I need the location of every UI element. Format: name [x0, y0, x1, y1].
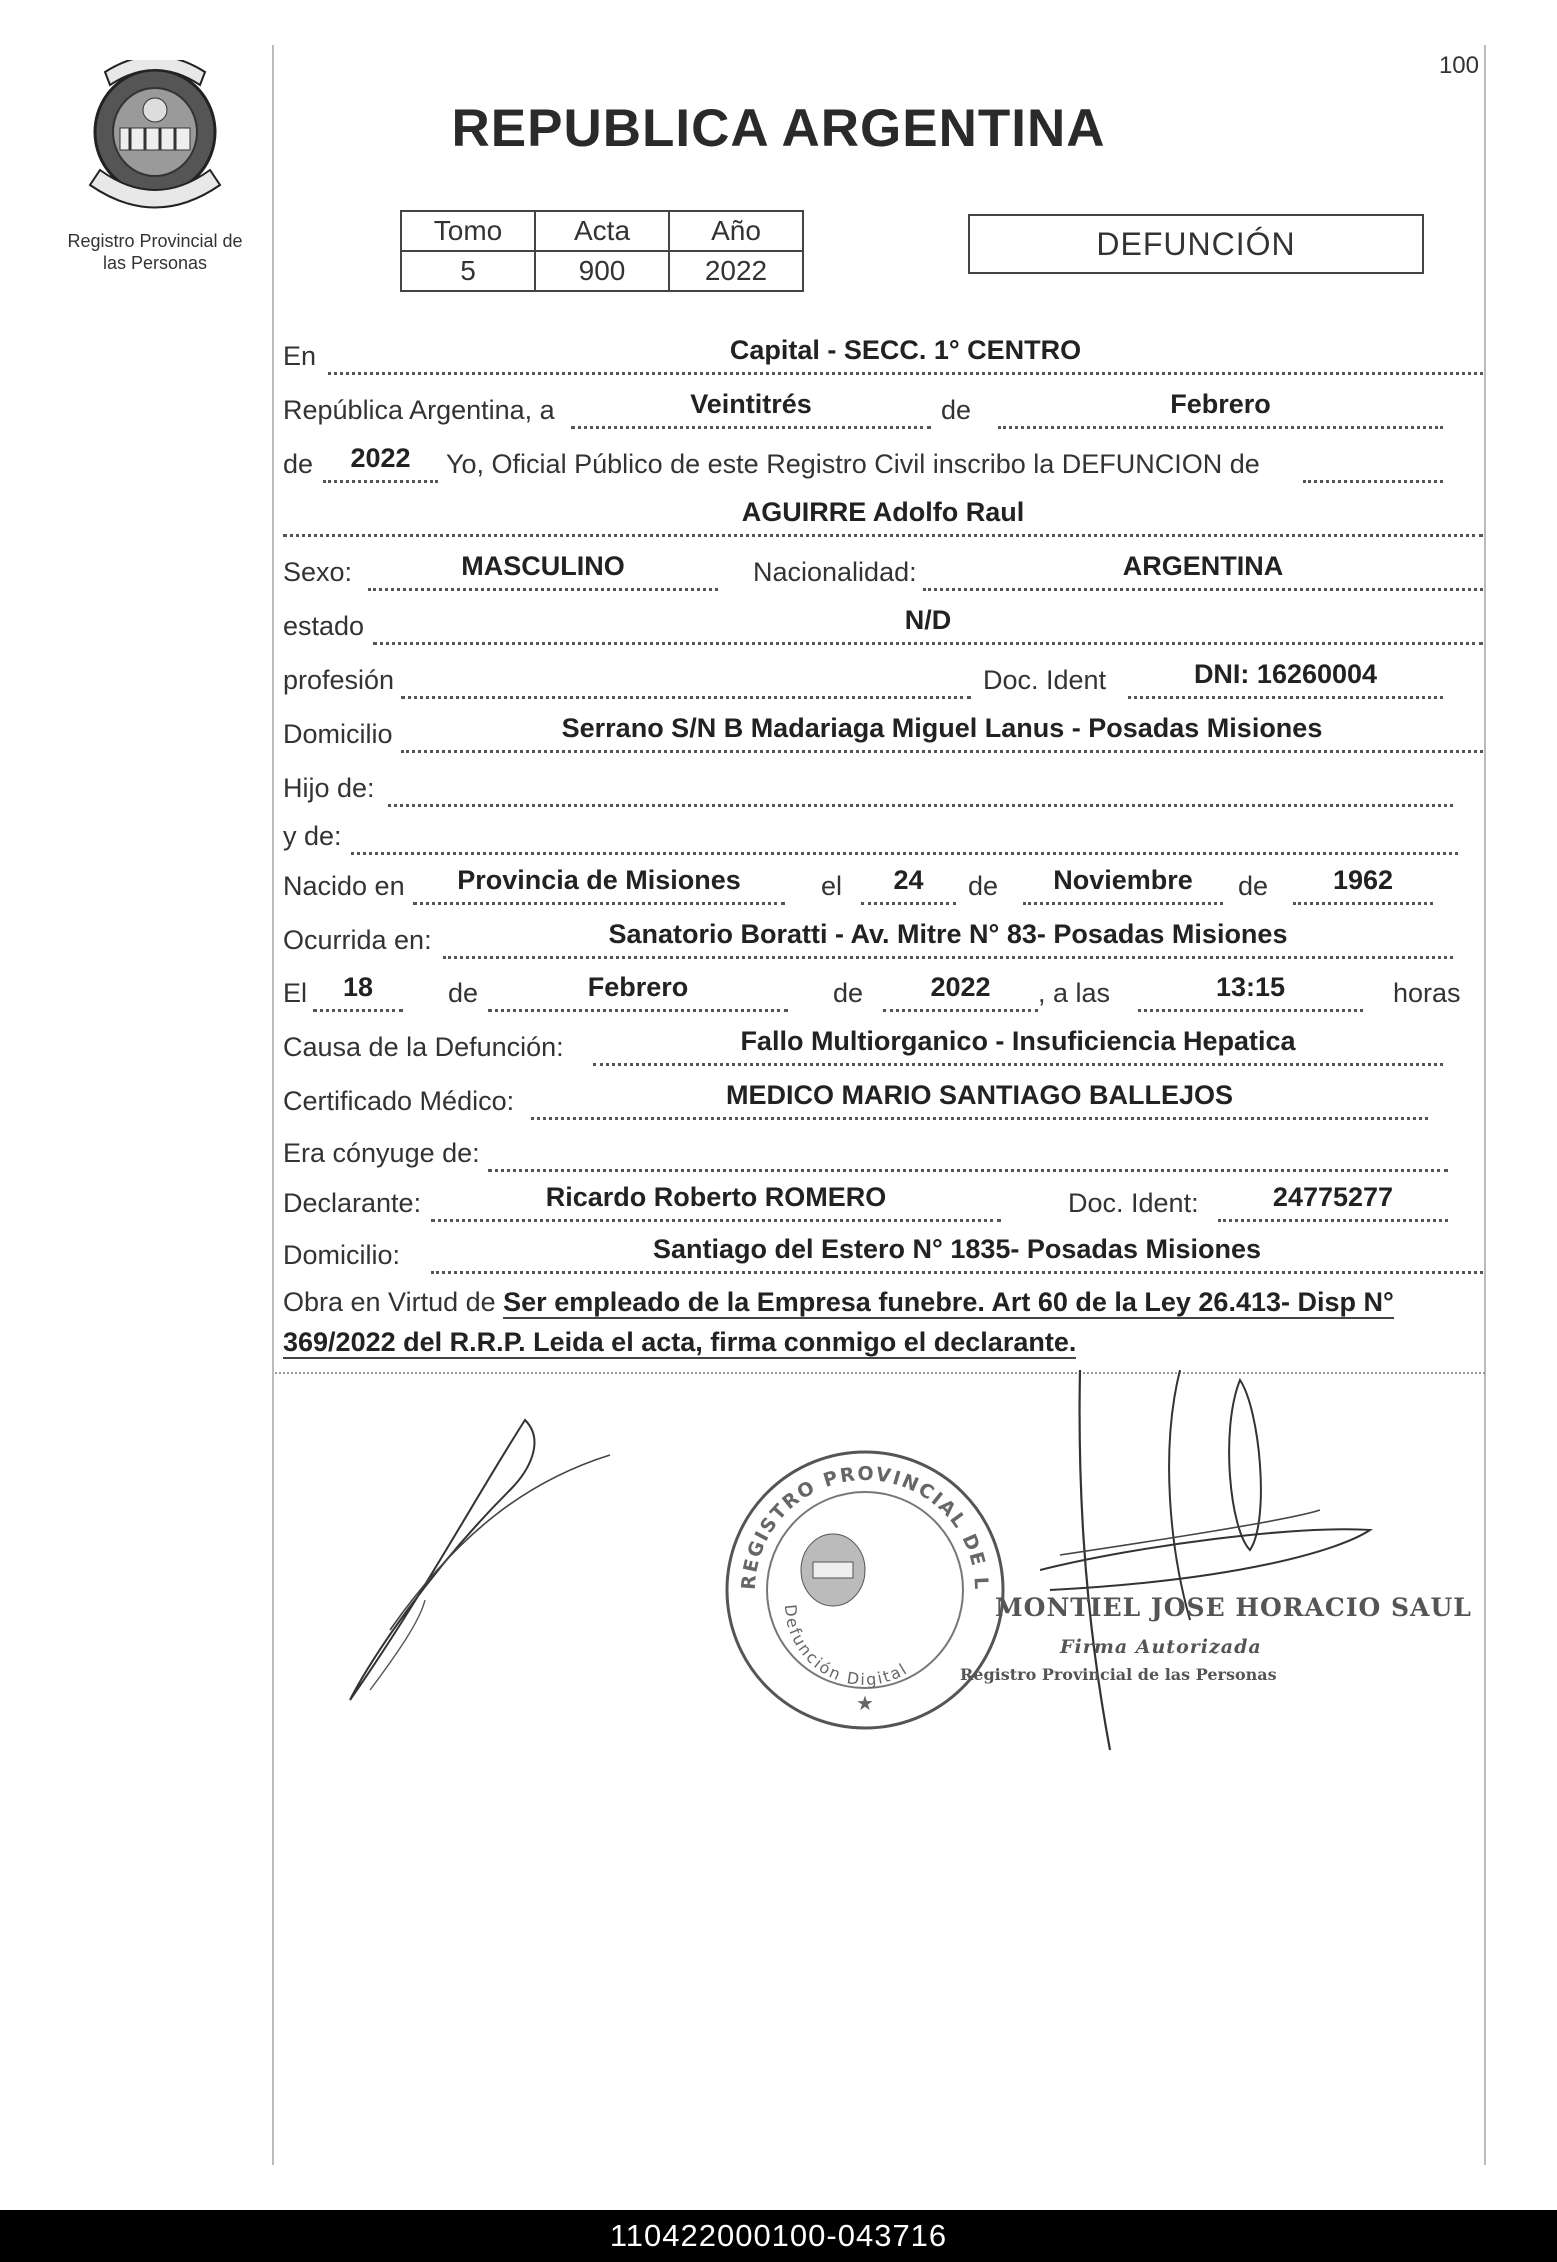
value-dia-def: 18 — [342, 972, 374, 1002]
footer-code: 110422000100-043716 — [609, 2218, 948, 2253]
line-en — [283, 335, 1483, 378]
value-mes-nac: Noviembre — [1053, 865, 1193, 895]
registry-value: 2022 — [669, 251, 803, 291]
value-sexo: MASCULINO — [461, 551, 625, 581]
line-estado — [283, 605, 1483, 648]
registry-header: Año — [669, 211, 803, 251]
label-de: de — [1238, 871, 1269, 901]
label-doc-declarante: Doc. Ident: — [1068, 1188, 1199, 1218]
obra-line1 — [283, 1282, 1483, 1322]
org-name — [45, 230, 265, 274]
label-de: de — [448, 978, 479, 1008]
fill-doc-declarante — [1218, 1183, 1448, 1222]
label-domicilio2: Domicilio: — [283, 1240, 401, 1270]
footer-code-bar — [0, 2210, 1557, 2262]
right-margin-line — [1484, 45, 1486, 2165]
org-line1: Registro Provincial de — [67, 231, 243, 251]
label-fecha: República Argentina, a — [283, 395, 555, 425]
value-year: 2022 — [350, 443, 411, 473]
value-anio-nac: 1962 — [1332, 865, 1394, 895]
line-nombre — [283, 497, 1483, 540]
label-horas: horas — [1393, 978, 1461, 1008]
label-de: de — [941, 395, 972, 425]
fill-causa — [593, 1027, 1443, 1066]
label-nacido: Nacido en — [283, 871, 405, 901]
value-day: Veintitrés — [690, 389, 812, 419]
label-certificado: Certificado Médico: — [283, 1086, 515, 1116]
value-estado: N/D — [904, 605, 952, 635]
star-icon: ★ — [856, 1693, 874, 1715]
label-doc-ident: Doc. Ident — [983, 665, 1107, 695]
record-type-box: DEFUNCIÓN — [968, 214, 1424, 274]
value-nacionalidad: ARGENTINA — [1122, 551, 1284, 581]
fill-yde — [351, 816, 1458, 855]
label-en: En — [283, 341, 317, 371]
obra-text1: Ser empleado de la Empresa funebre. Art 60 de la Ley 26.413- Disp N° — [503, 1287, 1394, 1317]
svg-text:Defunción Digital — [781, 1604, 912, 1690]
official-seal — [715, 1440, 1015, 1740]
label-alas: , a las — [1038, 978, 1111, 1008]
value-mes-def: Febrero — [587, 972, 689, 1002]
line-causa — [283, 1026, 1443, 1069]
label-ocurrida: Ocurrida en: — [283, 925, 432, 955]
obra-text2: 369/2022 del R.R.P. Leida el acta, firma conmigo el declarante. — [283, 1327, 1077, 1357]
label-nacionalidad: Nacionalidad: — [753, 557, 917, 587]
value-en: Capital - SECC. 1° CENTRO — [729, 335, 1082, 365]
value-lugar-nac: Provincia de Misiones — [457, 865, 741, 895]
value-certificado: MEDICO MARIO SANTIAGO BALLEJOS — [725, 1080, 1233, 1110]
fill-hora — [1138, 973, 1363, 1012]
label-el: el — [821, 871, 843, 901]
value-doc-ident: DNI: 16260004 — [1193, 659, 1378, 689]
label-conyuge: Era cónyuge de: — [283, 1138, 480, 1168]
obra-prefix: Obra en Virtud de — [283, 1287, 496, 1317]
value-declarante: Ricardo Roberto ROMERO — [545, 1182, 887, 1212]
registry-header-row — [401, 211, 803, 251]
fill-day — [571, 390, 931, 429]
fill-doc-ident — [1128, 660, 1443, 699]
registry-header: Acta — [535, 211, 669, 251]
label-de: de — [833, 978, 864, 1008]
left-margin-line — [272, 45, 274, 2165]
value-causa: Fallo Multiorganico - Insuficiencia Hepatica — [740, 1026, 1296, 1056]
value-nombre: AGUIRRE Adolfo Raul — [741, 497, 1025, 527]
fill-ocurrida — [443, 920, 1453, 959]
fill-certificado — [531, 1081, 1428, 1120]
value-dia-nac: 24 — [893, 865, 924, 895]
line-domicilio2 — [283, 1234, 1483, 1277]
seal-text-top: REGISTRO PROVINCIAL DE L — [737, 1462, 993, 1592]
fill-dia-def — [313, 973, 403, 1012]
fill-inscribo-tail — [1303, 444, 1443, 483]
registry-table — [400, 210, 804, 292]
fill-anio-def — [883, 973, 1038, 1012]
fill-declarante — [431, 1183, 1001, 1222]
fill-lugar-nac — [413, 866, 785, 905]
line-domicilio — [283, 713, 1483, 756]
line-sexo — [283, 551, 1483, 594]
label-declarante: Declarante: — [283, 1188, 422, 1218]
fill-year — [323, 444, 438, 483]
line-conyuge — [283, 1135, 1448, 1175]
fill-mes-def — [488, 973, 788, 1012]
registry-value: 5 — [401, 251, 535, 291]
label-domicilio: Domicilio — [283, 719, 393, 749]
signatory-role: Firma Autorizada — [1060, 1636, 1262, 1658]
org-line2: las Personas — [102, 253, 208, 273]
fill-nombre — [283, 498, 1483, 537]
value-domicilio: Serrano S/N B Madariaga Miguel Lanus - Posadas Misiones — [561, 713, 1323, 743]
fill-nacionalidad — [923, 552, 1483, 591]
fill-conyuge — [488, 1133, 1448, 1172]
signatory-org: Registro Provincial de las Personas — [960, 1665, 1277, 1684]
value-month: Febrero — [1170, 389, 1271, 419]
label-de: de — [968, 871, 999, 901]
value-anio-def: 2022 — [930, 972, 991, 1002]
registry-value: 900 — [535, 251, 669, 291]
page-title: REPUBLICA ARGENTINA — [451, 99, 1106, 158]
value-doc-declarante: 24775277 — [1272, 1182, 1394, 1212]
registry-value-row — [401, 251, 803, 291]
line-nacido — [283, 865, 1433, 908]
label-yde: y de: — [283, 821, 342, 851]
fill-anio-nac — [1293, 866, 1433, 905]
label-profesion: profesión — [283, 665, 395, 695]
line-profesion — [283, 659, 1443, 702]
line-hijo — [283, 770, 1453, 810]
line-certificado — [283, 1080, 1428, 1123]
line-fecha — [283, 389, 1443, 432]
value-domicilio2: Santiago del Estero N° 1835- Posadas Misiones — [652, 1234, 1261, 1264]
line-el — [283, 972, 1463, 1015]
label-sexo: Sexo: — [283, 557, 353, 587]
label-causa: Causa de la Defunción: — [283, 1032, 564, 1062]
fill-domicilio — [401, 714, 1483, 753]
fill-hijo — [388, 768, 1453, 807]
line-declarante — [283, 1182, 1448, 1225]
value-hora: 13:15 — [1215, 972, 1286, 1002]
fill-en — [328, 336, 1483, 375]
label-el: El — [283, 978, 308, 1008]
officer-signature — [1040, 1350, 1400, 1770]
label-inscribo: Yo, Oficial Público de este Registro Civil inscribo la DEFUNCION de — [446, 449, 1260, 479]
line-anio — [283, 443, 1443, 486]
fill-domicilio2 — [431, 1235, 1483, 1274]
fill-dia-nac — [861, 866, 956, 905]
value-ocurrida: Sanatorio Boratti - Av. Mitre N° 83- Posadas Misiones — [608, 919, 1288, 949]
declarant-signature — [330, 1400, 650, 1720]
fill-month — [998, 390, 1443, 429]
label-estado: estado — [283, 611, 365, 641]
fill-estado — [373, 606, 1483, 645]
seal-text-bottom: Defunción Digital — [780, 1603, 912, 1690]
signatory-name: MONTIEL JOSE HORACIO SAUL — [995, 1593, 1472, 1622]
fill-sexo — [368, 552, 718, 591]
line-yde — [283, 818, 1458, 858]
line-ocurrida — [283, 919, 1453, 962]
label-hijo: Hijo de: — [283, 773, 375, 803]
fill-mes-nac — [1023, 866, 1223, 905]
label-de-anio: de — [283, 449, 314, 479]
fill-profesion — [401, 660, 971, 699]
registry-header: Tomo — [401, 211, 535, 251]
page-number: 100 — [1438, 52, 1479, 79]
